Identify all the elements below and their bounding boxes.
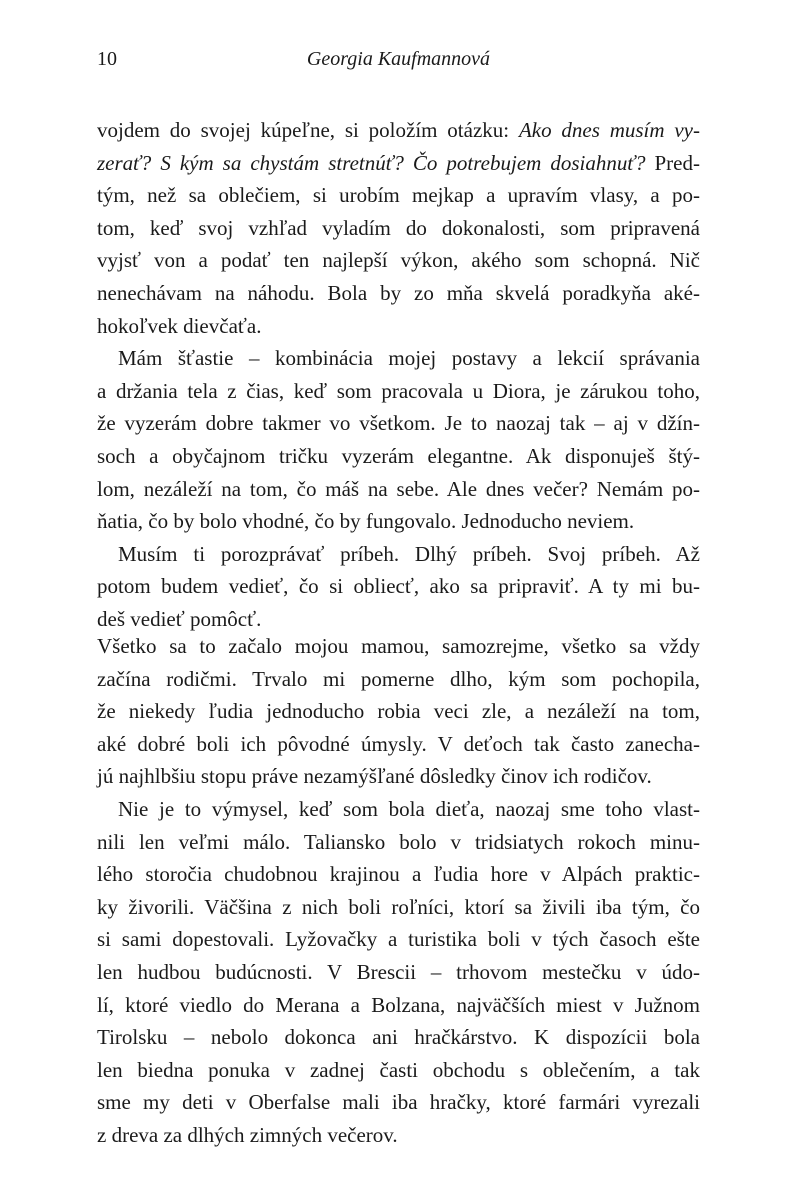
text-line: potom budem vedieť, čo si obliecť, ako sa pripraviť. A ty mi bu- bbox=[97, 574, 700, 599]
text-line: začína rodičmi. Trvalo mi pomerne dlho, kým som pochopila, bbox=[97, 666, 700, 691]
text-line: lého storočia chudobnou krajinou a ľudia hore v Alpách praktic- bbox=[97, 862, 700, 887]
text-line: Mám šťastie – kombinácia mojej postavy a lekcií správania bbox=[118, 346, 700, 371]
text-line: sme my deti v Oberfalse mali iba hračky, ktoré farmári vyrezali bbox=[97, 1090, 700, 1115]
text-section-1 bbox=[97, 114, 700, 636]
text-line: že vyzerám dobre takmer vo všetkom. Je to naozaj tak – aj v džín- bbox=[97, 411, 700, 436]
text-line: z dreva za dlhých zimných večerov. bbox=[97, 1122, 398, 1147]
text-line: len biedna ponuka v zadnej časti obchodu s oblečením, a tak bbox=[97, 1057, 700, 1082]
text-line: Tirolsku – nebolo dokonca ani hračkárstvo. K dispozícii bola bbox=[97, 1025, 700, 1050]
text-line: ky živorili. Väčšina z nich boli roľníci, ktorí sa živili iba tým, čo bbox=[97, 894, 700, 919]
text-line bbox=[97, 147, 700, 180]
text-section-2 bbox=[97, 630, 700, 1152]
text-line: a držania tela z čias, keď som pracovala u Diora, je zárukou toho, bbox=[97, 378, 700, 403]
text-line: že niekedy ľudia jednoducho robia veci zle, a nezáleží na tom, bbox=[97, 699, 700, 724]
page-number: 10 bbox=[97, 48, 117, 70]
text-line: len hudbou budúcnosti. V Brescii – trhovom mestečku v údo- bbox=[97, 959, 700, 984]
page-header bbox=[97, 48, 700, 76]
text-line: vyjsť von a podať ten najlepší výkon, akého som schopná. Nič bbox=[97, 248, 700, 273]
text-line: lí, ktoré viedlo do Merana a Bolzana, najväčších miest v Južnom bbox=[97, 992, 700, 1017]
text-line: aké dobré boli ich pôvodné úmysly. V deťoch tak často zanecha- bbox=[97, 731, 700, 756]
running-head-author: Georgia Kaufmannová bbox=[306, 48, 491, 70]
text-line bbox=[97, 114, 700, 147]
text-line: Nie je to výmysel, keď som bola dieťa, naozaj sme toho vlast- bbox=[118, 796, 700, 821]
text-line: nenechávam na náhodu. Bola by zo mňa skvelá poradkyňa aké- bbox=[97, 280, 700, 305]
text-line: ňatia, čo by bolo vhodné, čo by fungovalo. Jednoducho neviem. bbox=[97, 509, 635, 534]
italic-text-segment: Ako dnes musím vy- bbox=[518, 118, 700, 142]
text-segment: vojdem do svojej kúpeľne, si položím otázku: bbox=[97, 118, 519, 142]
text-line: jú najhlbšiu stopu práve nezamýšľané dôsledky činov ich rodičov. bbox=[97, 764, 652, 789]
text-line: lom, nezáleží na tom, čo máš na sebe. Ale dnes večer? Nemám po- bbox=[97, 476, 700, 501]
text-line: tom, keď svoj vzhľad vyladím do dokonalosti, som pripravená bbox=[97, 215, 700, 240]
text-segment: Pred- bbox=[645, 150, 700, 175]
text-line: Všetko sa to začalo mojou mamou, samozrejme, všetko sa vždy bbox=[97, 634, 700, 658]
text-line: tým, než sa oblečiem, si urobím mejkap a upravím vlasy, a po- bbox=[97, 183, 700, 208]
italic-text-segment: zerať? S kým sa chystám stretnúť? Čo potrebujem dosiahnuť? bbox=[97, 150, 646, 175]
text-line: hokoľvek dievčaťa. bbox=[97, 313, 262, 338]
text-line: deš vedieť pomôcť. bbox=[97, 606, 262, 631]
text-line: nili len veľmi málo. Taliansko bolo v tridsiatych rokoch minu- bbox=[97, 829, 700, 854]
text-line: soch a obyčajnom tričku vyzerám elegantne. Ak disponuješ štý- bbox=[97, 443, 700, 468]
text-line: si sami dopestovali. Lyžovačky a turistika boli v tých časoch ešte bbox=[97, 927, 700, 952]
text-line: Musím ti porozprávať príbeh. Dlhý príbeh. Svoj príbeh. Až bbox=[118, 541, 700, 566]
